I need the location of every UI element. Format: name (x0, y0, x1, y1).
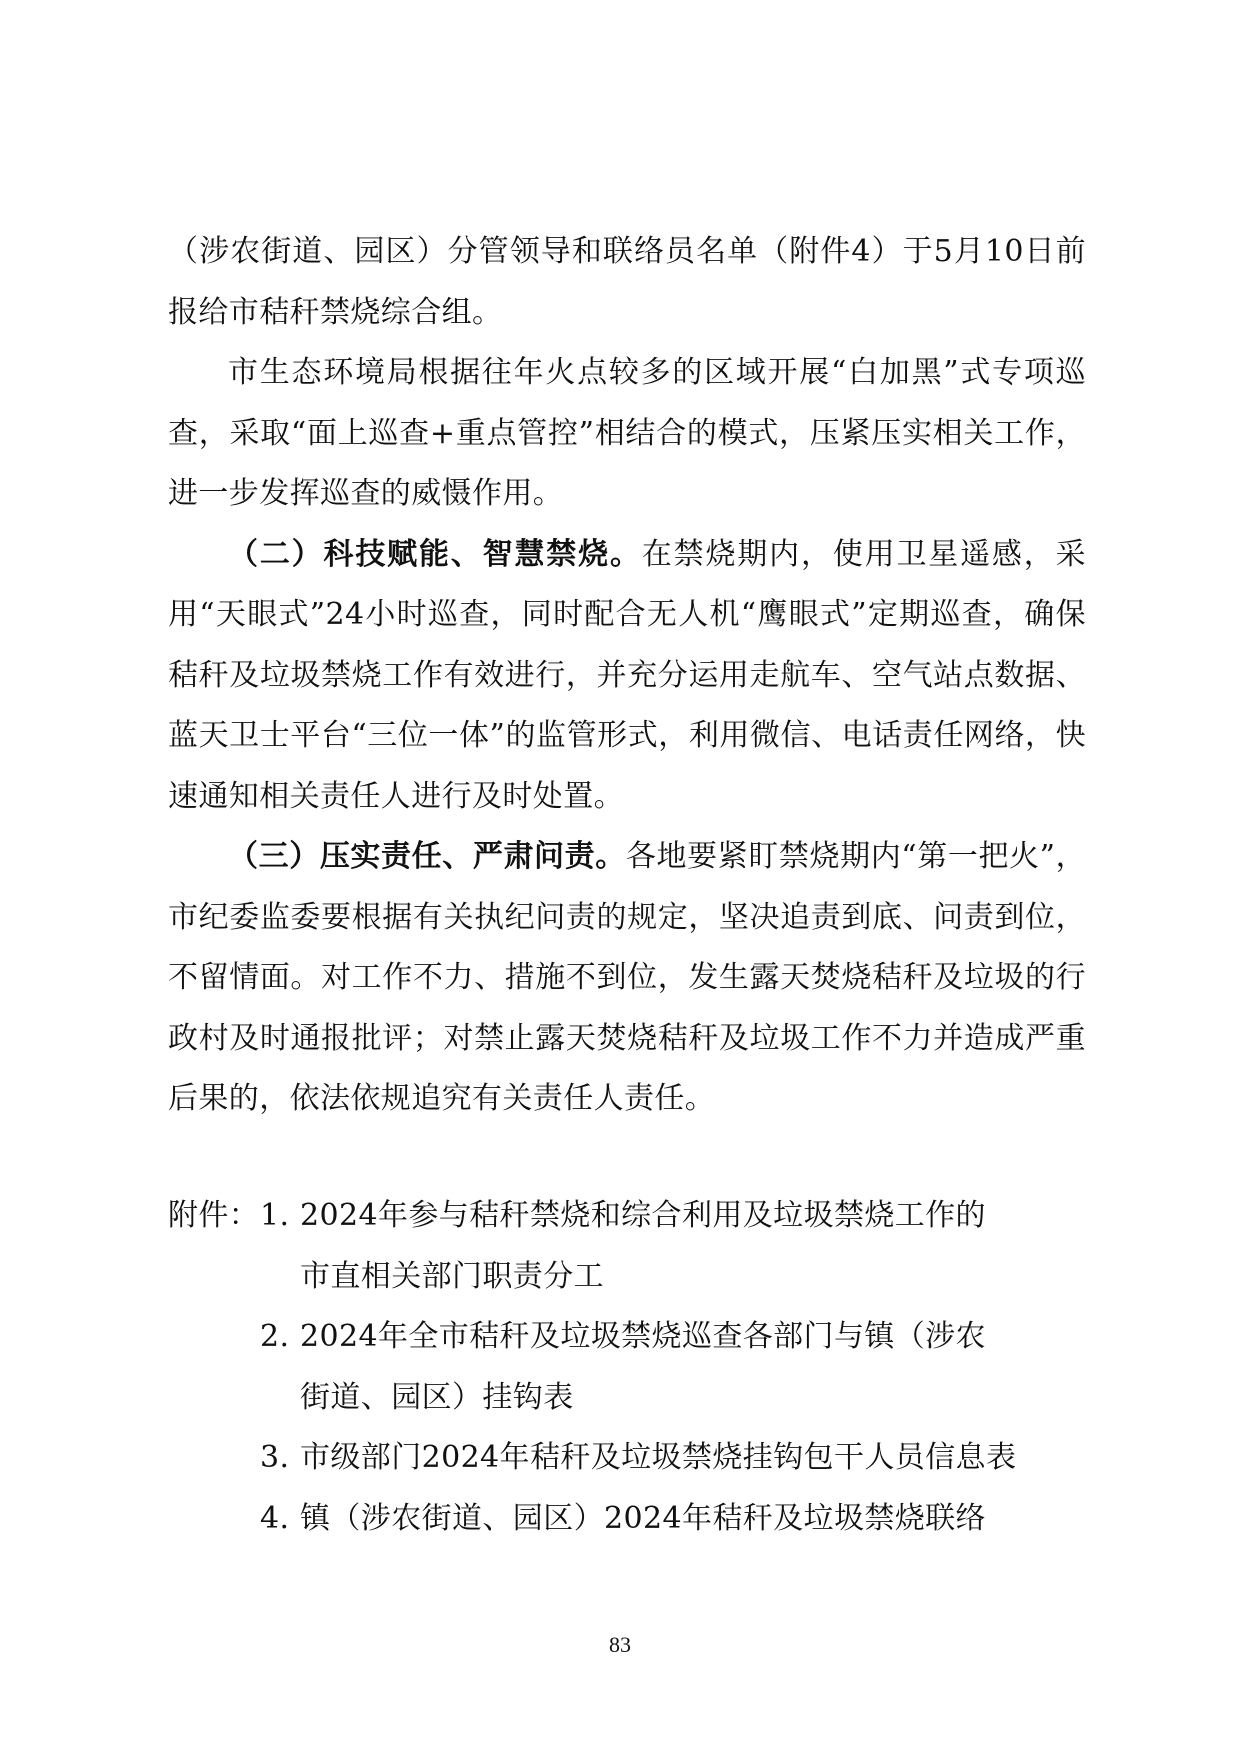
attachment-title: 2024年全市秸秆及垃圾禁烧巡查各部门与镇（涉农 街道、园区）挂钩表 (300, 1319, 986, 1415)
attachments-list (260, 1186, 1098, 1549)
attachment-item-3 (260, 1428, 1098, 1489)
section-heading-3: （三）压实责任、严肃问责。 (228, 839, 626, 874)
section-heading-2: （二）科技赋能、智慧禁烧。 (228, 536, 642, 572)
paragraph-continuation: （涉农街道、园区）分管领导和联络员名单（附件4）于5月10日前报给市秸秆禁烧综合组。 (168, 234, 1086, 330)
page-number: 83 (609, 1632, 631, 1657)
attachment-title: 2024年参与秸秆禁烧和综合利用及垃圾禁烧工作的 市直相关部门职责分工 (300, 1198, 986, 1294)
attachment-item-1 (260, 1186, 1098, 1307)
paragraph-accountability (168, 827, 1086, 1130)
attachment-number: 2. (260, 1319, 290, 1354)
attachment-title: 镇（涉农街道、园区）2024年秸秆及垃圾禁烧联络 (300, 1500, 986, 1536)
attachment-number: 1. (260, 1198, 290, 1233)
attachments-label: 附件： (168, 1198, 260, 1233)
attachment-item-4 (260, 1489, 1098, 1550)
attachment-number: 4. (260, 1500, 290, 1536)
attachment-item-2 (260, 1307, 1098, 1428)
paragraph-inspection: 市生态环境局根据往年火点较多的区域开展“白加黑”式专项巡查，采取“面上巡查+重点管控”相结合的模式，压紧压实相关工作，进一步发挥巡查的威慑作用。 (168, 355, 1086, 511)
attachment-number: 3. (260, 1440, 290, 1475)
paragraph-tech-empowerment (168, 525, 1086, 828)
attachment-title: 市级部门2024年秸秆及垃圾禁烧挂钩包干人员信息表 (300, 1440, 1017, 1475)
section-body-3: 各地要紧盯禁烧期内“第一把火”，市纪委监委要根据有关执纪问责的规定，坚决追责到底、问责到位，不留情面。对工作不力、措施不到位，发生露天焚烧秸秆及垃圾的行政村及时通报批评；对禁止露天焚烧秸秆及垃圾工作不力并造成严重后果的，依法依规追究有关责任人责任。 (168, 839, 1086, 1116)
section-body-2: 在禁烧期内，使用卫星遥感，采用“天眼式”24小时巡查，同时配合无人机“鹰眼式”定期巡查，确保秸秆及垃圾禁烧工作有效进行，并充分运用走航车、空气站点数据、蓝天卫士平台“三位一体”的监管形式，利用微信、电话责任网络，快速通知相关责任人进行及时处置。 (168, 536, 1086, 814)
body-text (168, 222, 1086, 1130)
